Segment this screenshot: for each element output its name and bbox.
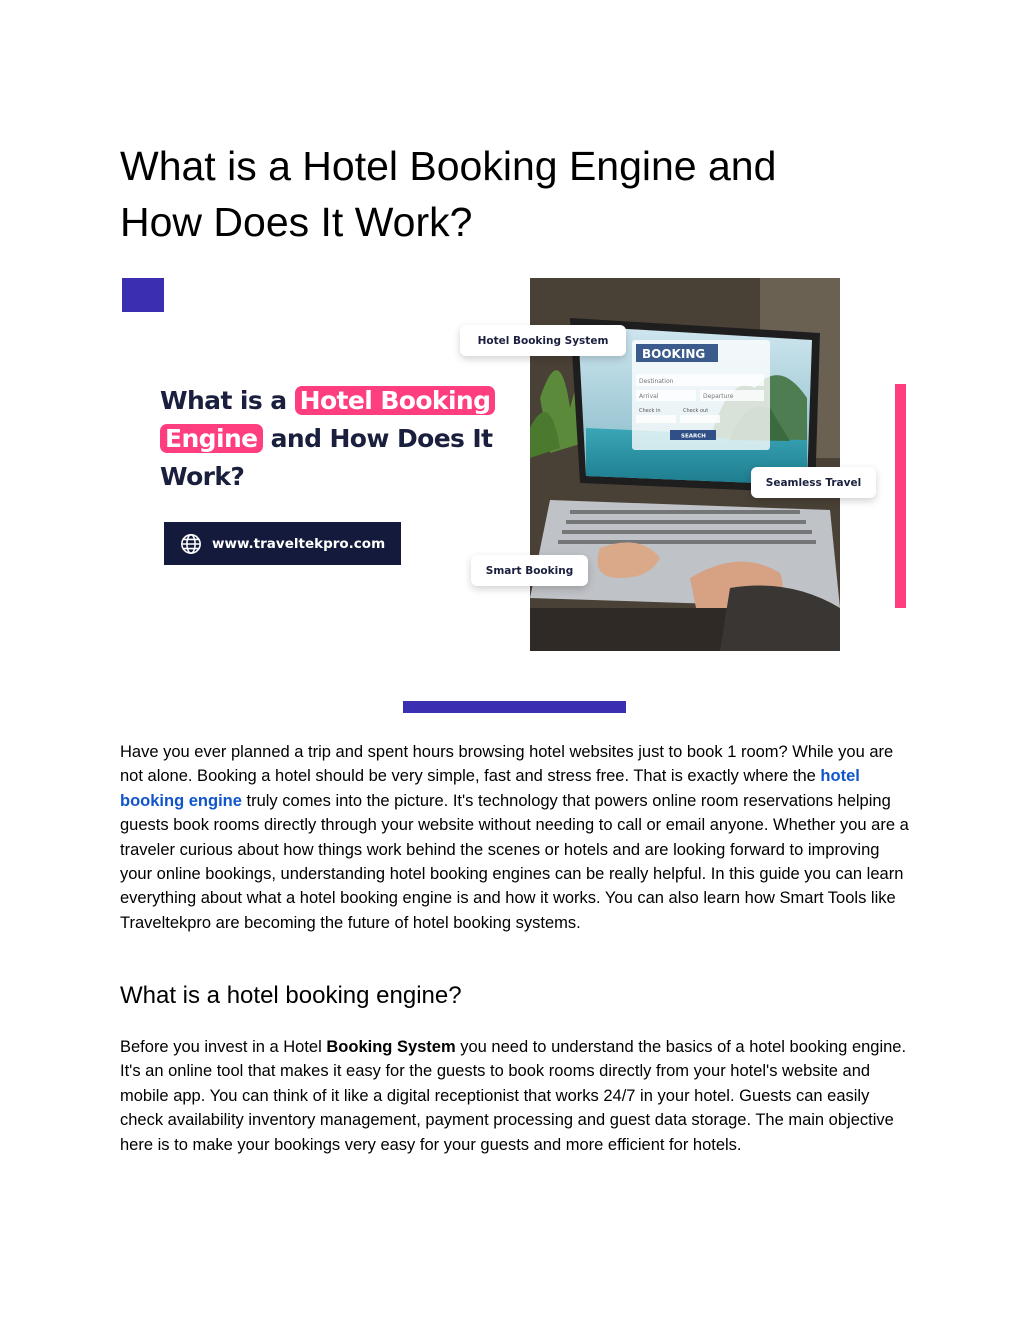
decorative-blue-bar	[403, 701, 626, 713]
banner-heading-part1: What is a	[160, 386, 295, 415]
banner-heading	[160, 382, 500, 496]
section-text-part2: you need to understand the basics of a hotel booking engine. It's an online tool that makes it easy for the guests to book rooms directly from your hotel's website and mobile app. You can think of it like a digital receptionist that works 24/7 in your hotel. Guests can easily check availability inventory management, payment processing and guest data storage. The main objective here is to make your bookings very easy for your guests and more efficient for hotels.	[120, 1038, 907, 1154]
decorative-square	[122, 278, 164, 312]
destination-field-label: Destination	[639, 378, 674, 385]
section-text-part1: Before you invest in a Hotel	[120, 1038, 327, 1056]
booking-screen-label: BOOKING	[642, 347, 706, 361]
check-in-label: Check in	[639, 408, 661, 414]
banner-heading-part2: and How Does It	[262, 424, 493, 453]
website-url: www.traveltekpro.com	[212, 535, 386, 552]
banner-heading-part3: Work?	[160, 462, 245, 491]
search-screen-button: SEARCH	[681, 433, 706, 440]
pill-seamless-travel: Seamless Travel	[751, 467, 876, 498]
hero-banner-image	[120, 274, 910, 714]
check-out-label: Check out	[683, 408, 709, 414]
booking-system-bold: Booking System	[326, 1038, 456, 1056]
decorative-pink-bar	[895, 384, 906, 608]
pill-smart-booking: Smart Booking	[471, 555, 588, 586]
page-title-line1: What is a Hotel Booking Engine and	[120, 143, 777, 189]
section-paragraph	[120, 1035, 910, 1157]
banner-highlight-2: Engine	[160, 424, 263, 453]
page-title	[120, 138, 880, 250]
intro-text-part2: truly comes into the picture. It's technology that powers online room reservations helping guests book rooms directly through your website without needing to call or email anyone. Whether you are a traveler curious about how things work behind the scenes or hotels and are looking forward to improving your online bookings, understanding hotel booking engines can be really helpful. In this guide you can learn everything about what a hotel booking engine is and how it works. You can also learn how Smart Tools like Traveltekpro are becoming the future of hotel booking systems.	[120, 791, 909, 932]
banner-highlight-1: Hotel Booking	[295, 386, 496, 415]
pill-hotel-booking-system: Hotel Booking System	[460, 325, 626, 356]
departure-field-label: Departure	[703, 393, 734, 400]
hotel-booking-engine-link[interactable]: hotel booking engine	[120, 767, 860, 810]
intro-paragraph	[120, 740, 910, 935]
globe-icon	[180, 533, 202, 555]
section-heading: What is a hotel booking engine?	[120, 982, 462, 1009]
arrival-field-label: Arrival	[639, 393, 659, 400]
page-title-line2: How Does It Work?	[120, 199, 473, 245]
website-url-box	[164, 522, 401, 565]
intro-text-part1: Have you ever planned a trip and spent hours browsing hotel websites just to book 1 room? While you are not alone. Booking a hotel should be very simple, fast and stress free. That is exactly where the	[120, 743, 894, 786]
